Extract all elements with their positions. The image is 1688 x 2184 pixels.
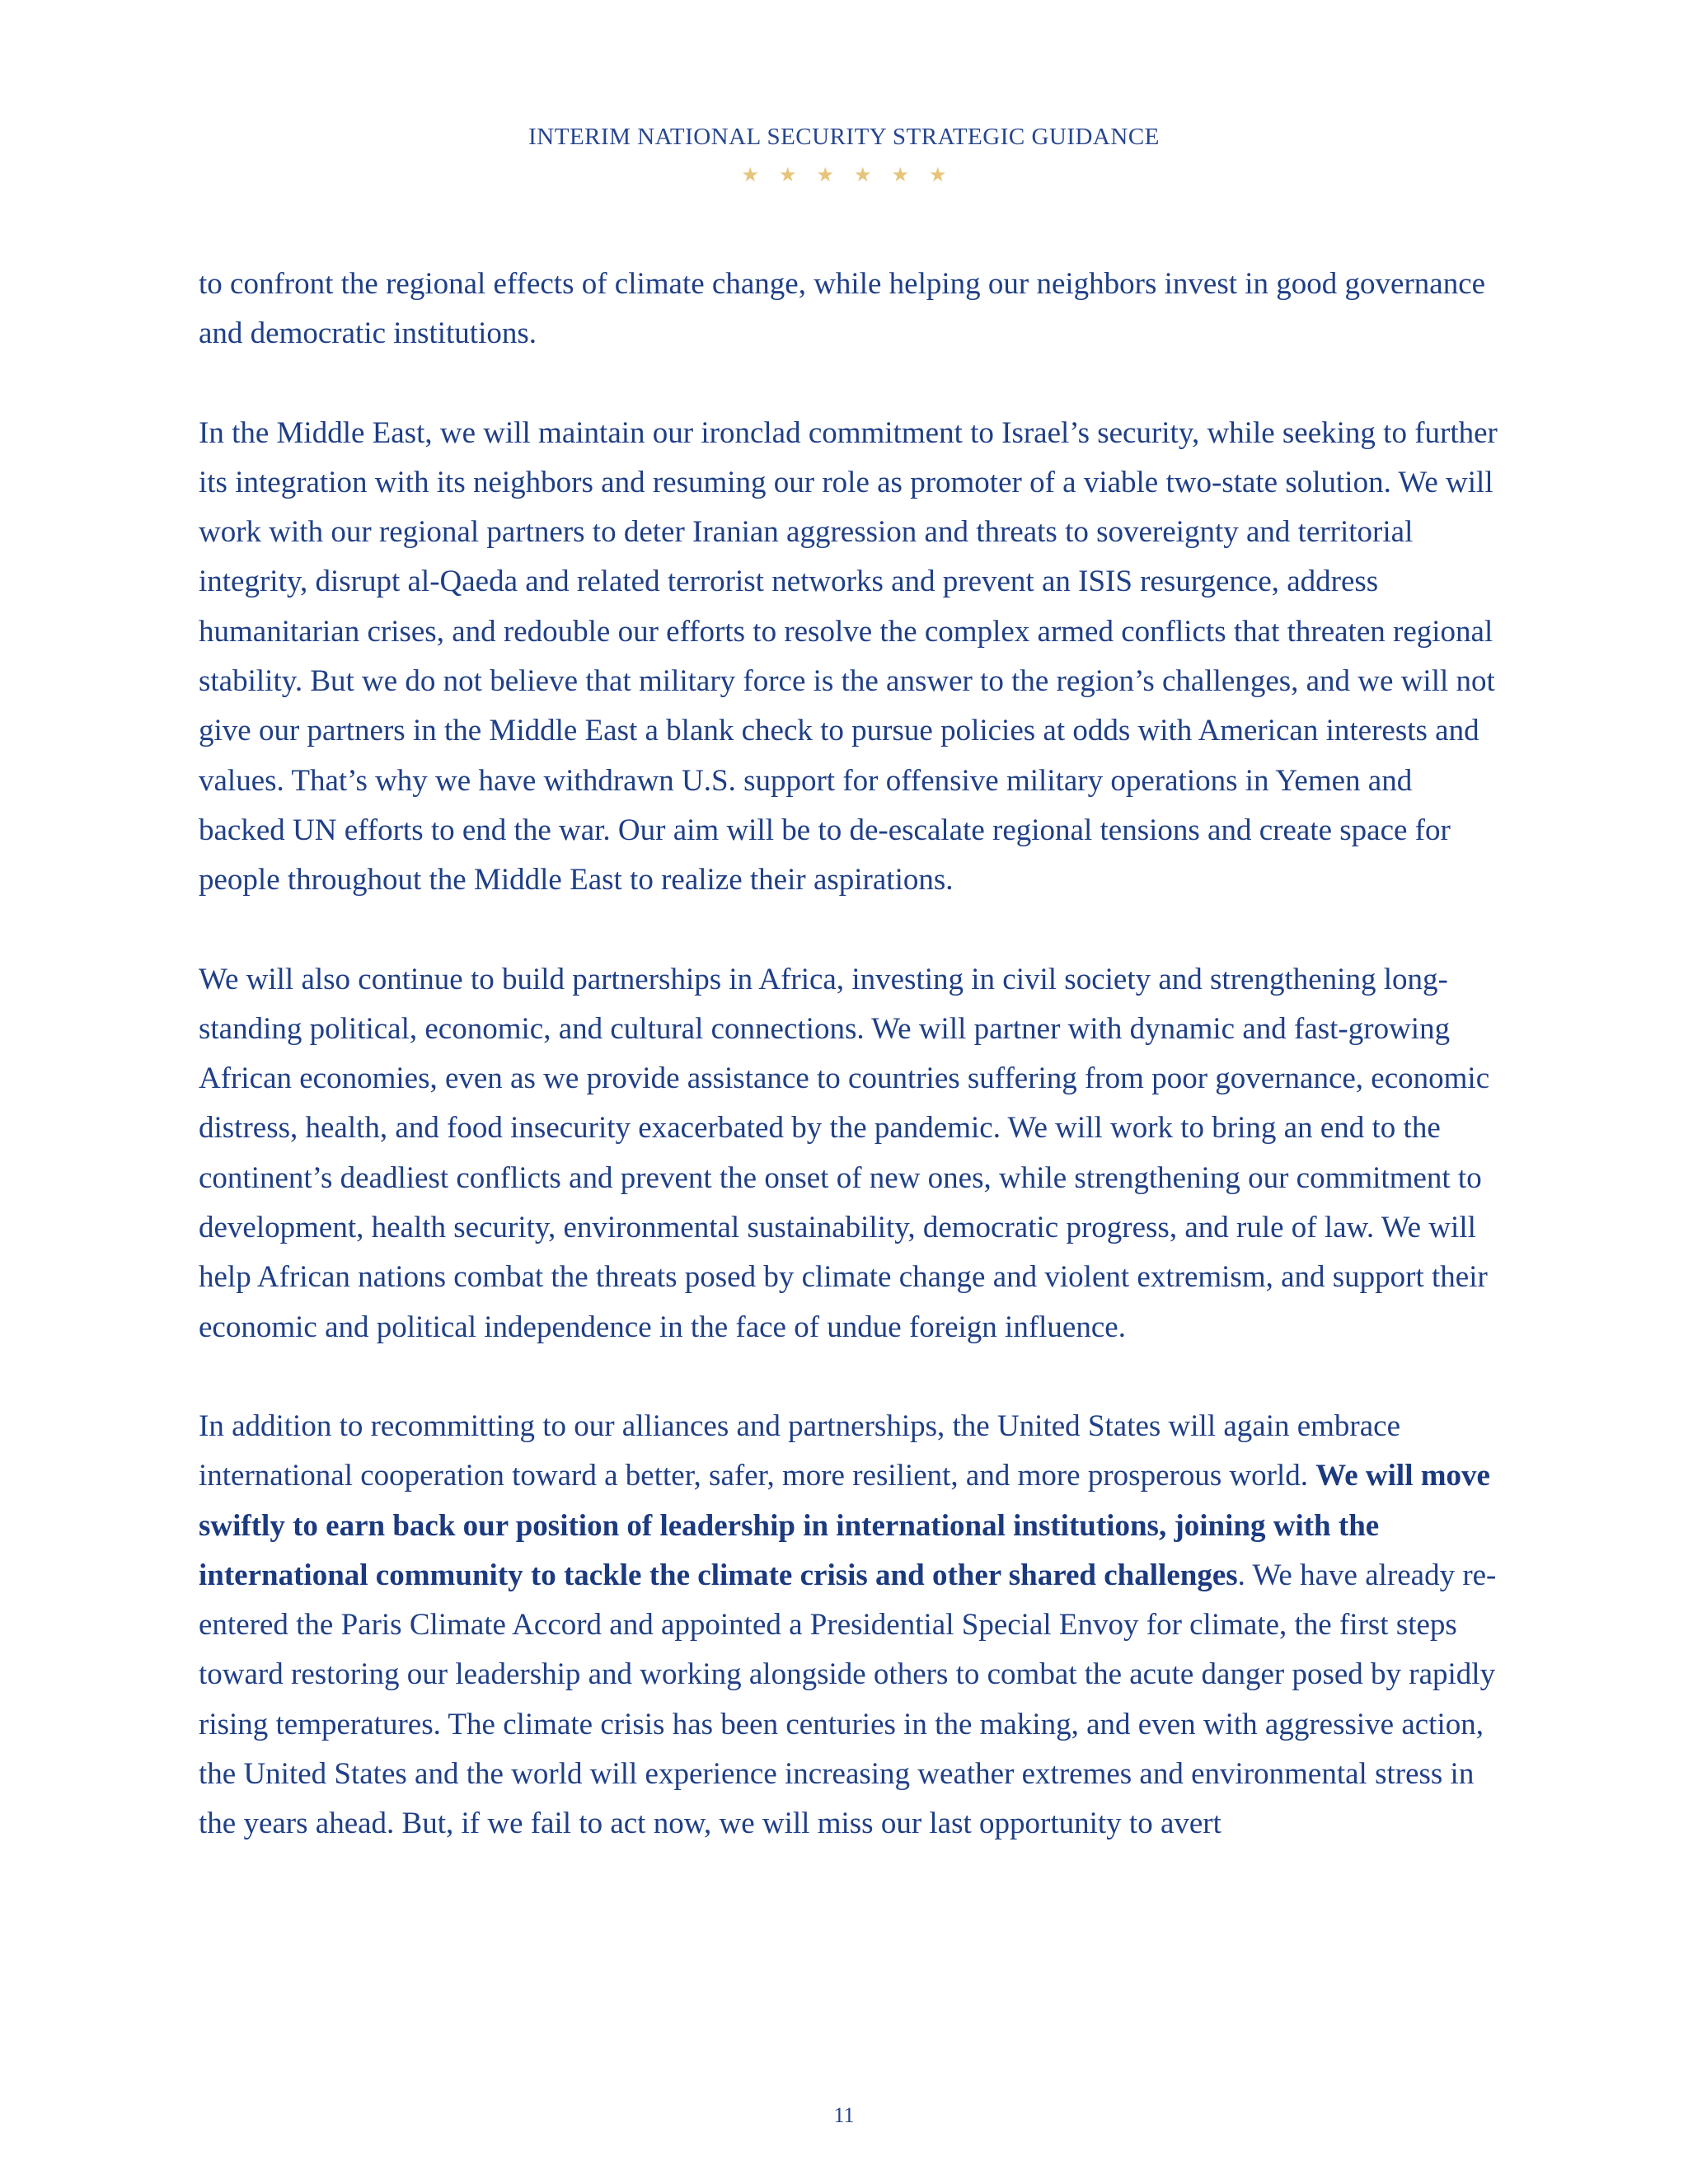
running-header: INTERIM NATIONAL SECURITY STRATEGIC GUIDANCE — [528, 124, 1160, 150]
star-divider — [0, 163, 1688, 187]
paragraph-middle-east: In the Middle East, we will maintain our ironclad commitment to Israel’s security, while seeking to further its integration with its neighbors and resuming our role as promoter of a viable two-state solution. We will work with our regional partners to deter Iranian aggression and threats to sovereignty and territorial integrity, disrupt al-Qaeda and related terrorist networks and prevent an ISIS resurgence, address humanitarian crises, and redouble our efforts to resolve the complex armed conflicts that threaten regional stability. But we do not believe that military force is the answer to the region’s challenges, and we will not give our partners in the Middle East a blank check to pursue policies at odds with American interests and values. That’s why we have withdrawn U.S. support for offensive military operations in Yemen and backed UN efforts to end the war. Our aim will be to de-escalate regional tensions and create space for people throughout the Middle East to realize their aspirations. — [199, 415, 1498, 898]
star-icon: ★ — [929, 165, 947, 186]
body-text — [199, 260, 1501, 1899]
paragraph-international-cooperation — [199, 1402, 1501, 1849]
bold-emphasis: We will move swiftly to earn back our position of leadership in international institutions, joining with the international community to tackle the climate crisis and other shared challenges — [199, 1459, 1490, 1592]
paragraph-text-before-bold: In addition to recommitting to our alliances and partnerships, the United States will again embrace international cooperation toward a better, safer, more resilient, and more prosperous world. — [199, 1408, 1401, 1493]
paragraph-africa: We will also continue to build partnerships in Africa, investing in civil society and strengthening long-standing political, economic, and cultural connections. We will partner with dynamic and fast-growing African economies, even as we provide assistance to countries suffering from poor governance, economic distress, health, and food insecurity exacerbated by the pandemic. We will work to bring an end to the continent’s deadliest conflicts and prevent the onset of new ones, while strengthening our commitment to development, health security, environmental sustainability, democratic progress, and rule of law. We will help African nations combat the threats posed by climate change and violent extremism, and support their economic and political independence in the face of undue foreign influence. — [199, 962, 1490, 1344]
paragraph-text-after-bold: . We have already re-entered the Paris Climate Accord and appointed a Presidential Special Envoy for climate, the first steps toward restoring our leadership and working alongside others to combat the acute danger posed by rapidly rising temperatures. The climate crisis has been centuries in the making, and even with aggressive action, the United States and the world will experience increasing weather extremes and environmental stress in the years ahead. But, if we fail to act now, we will miss our last opportunity to avert — [199, 1558, 1497, 1841]
star-icon: ★ — [778, 165, 797, 186]
page-number: 11 — [833, 2103, 855, 2127]
star-icon: ★ — [741, 165, 759, 186]
paragraph-climate-neighbors: to confront the regional effects of climate change, while helping our neighbors invest in good governance and democratic institutions. — [199, 267, 1486, 351]
star-icon: ★ — [816, 165, 834, 186]
star-icon: ★ — [854, 165, 872, 186]
star-icon: ★ — [891, 165, 910, 186]
